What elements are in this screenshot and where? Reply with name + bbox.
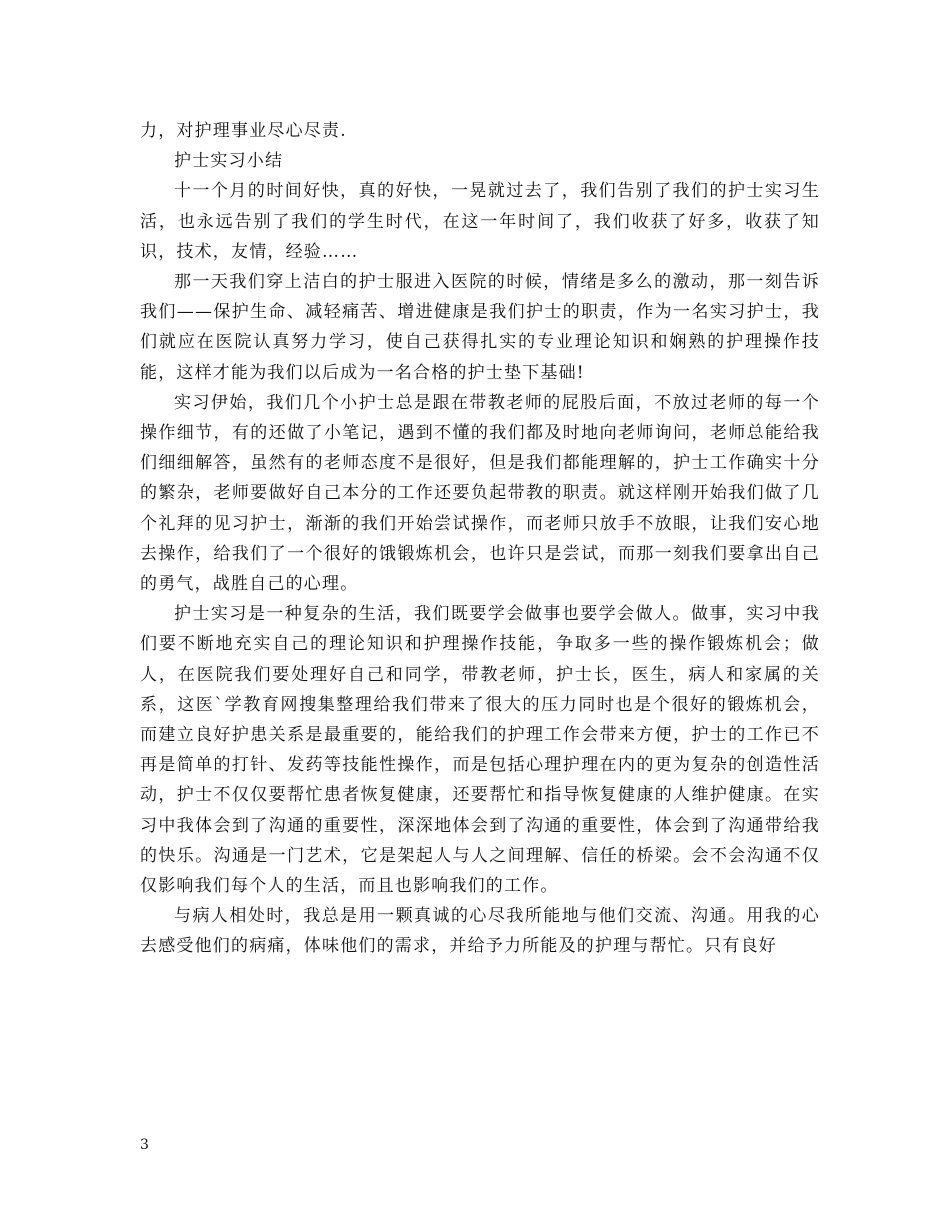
paragraph: 与病人相处时，我总是用一颗真诚的心尽我所能地与他们交流、沟通。用我的心去感受他们的病痛，体味他们的需求，并给予力所能及的护理与帮忙。只有良好 [140,906,820,957]
paragraph: 那一天我们穿上洁白的护士服进入医院的时候，情绪是多么的激动，那一刻告诉我们——保护生命、减轻痛苦、增进健康是我们护士的职责，作为一名实习护士，我们就应在医院认真努力学习，使自己获得扎实的专业理论知识和娴熟的护理操作技能，这样才能为我们以后成为一名合格的护士垫下基础! [140,272,820,383]
paragraph: 护士实习是一种复杂的生活，我们既要学会做事也要学会做人。做事，实习中我们要不断地充实自己的理论知识和护理操作技能，争取多一些的操作锻炼机会；做人，在医院我们要处理好自己和同学，带教老师，护士长，医生，病人和家属的关系，这医`学教育网搜集整理给我们带来了很大的压力同时也是个很好的锻炼机会，而建立良好护患关系是最重要的，能给我们的护理工作会带来方便，护士的工作已不再是简单的打针、发药等技能性操作，而是包括心理护理在内的更为复杂的创造性活动，护士不仅仅要帮忙患者恢复健康，还要帮忙和指导恢复健康的人维护健康。在实习中我体会到了沟通的重要性，深深地体会到了沟通的重要性，体会到了沟通带给我的快乐。沟通是一门艺术，它是架起人与人之间理解、信任的桥梁。会不会沟通不仅仅影响我们每个人的生活，而且也影响我们的工作。 [140,604,820,897]
paragraph-continuation: 力，对护理事业尽心尽责. [140,121,347,141]
page-number: 3 [140,1137,149,1153]
section-heading: 护士实习小结 [174,151,284,172]
paragraph: 十一个月的时间好快，真的好快，一晃就过去了，我们告别了我们的护士实习生活，也永远告别了我们的学生时代，在这一年时间了，我们收获了好多，收获了知识，技术，友情，经验…… [140,181,820,262]
document-body [140,116,820,962]
paragraph: 实习伊始，我们几个小护士总是跟在带教老师的屁股后面，不放过老师的每一个操作细节，有的还做了小笔记，遇到不懂的我们都及时地向老师询问，老师总能给我们细细解答，虽然有的老师态度不是很好，但是我们都能理解的，护士工作确实十分的繁杂，老师要做好自己本分的工作还要负起带教的职责。就这样刚开始我们做了几个礼拜的见习护士，渐渐的我们开始尝试操作，而老师只放手不放眼，让我们安心地去操作，给我们了一个很好的饿锻炼机会，也许只是尝试，而那一刻我们要拿出自己的勇气，战胜自己的心理。 [140,392,820,595]
